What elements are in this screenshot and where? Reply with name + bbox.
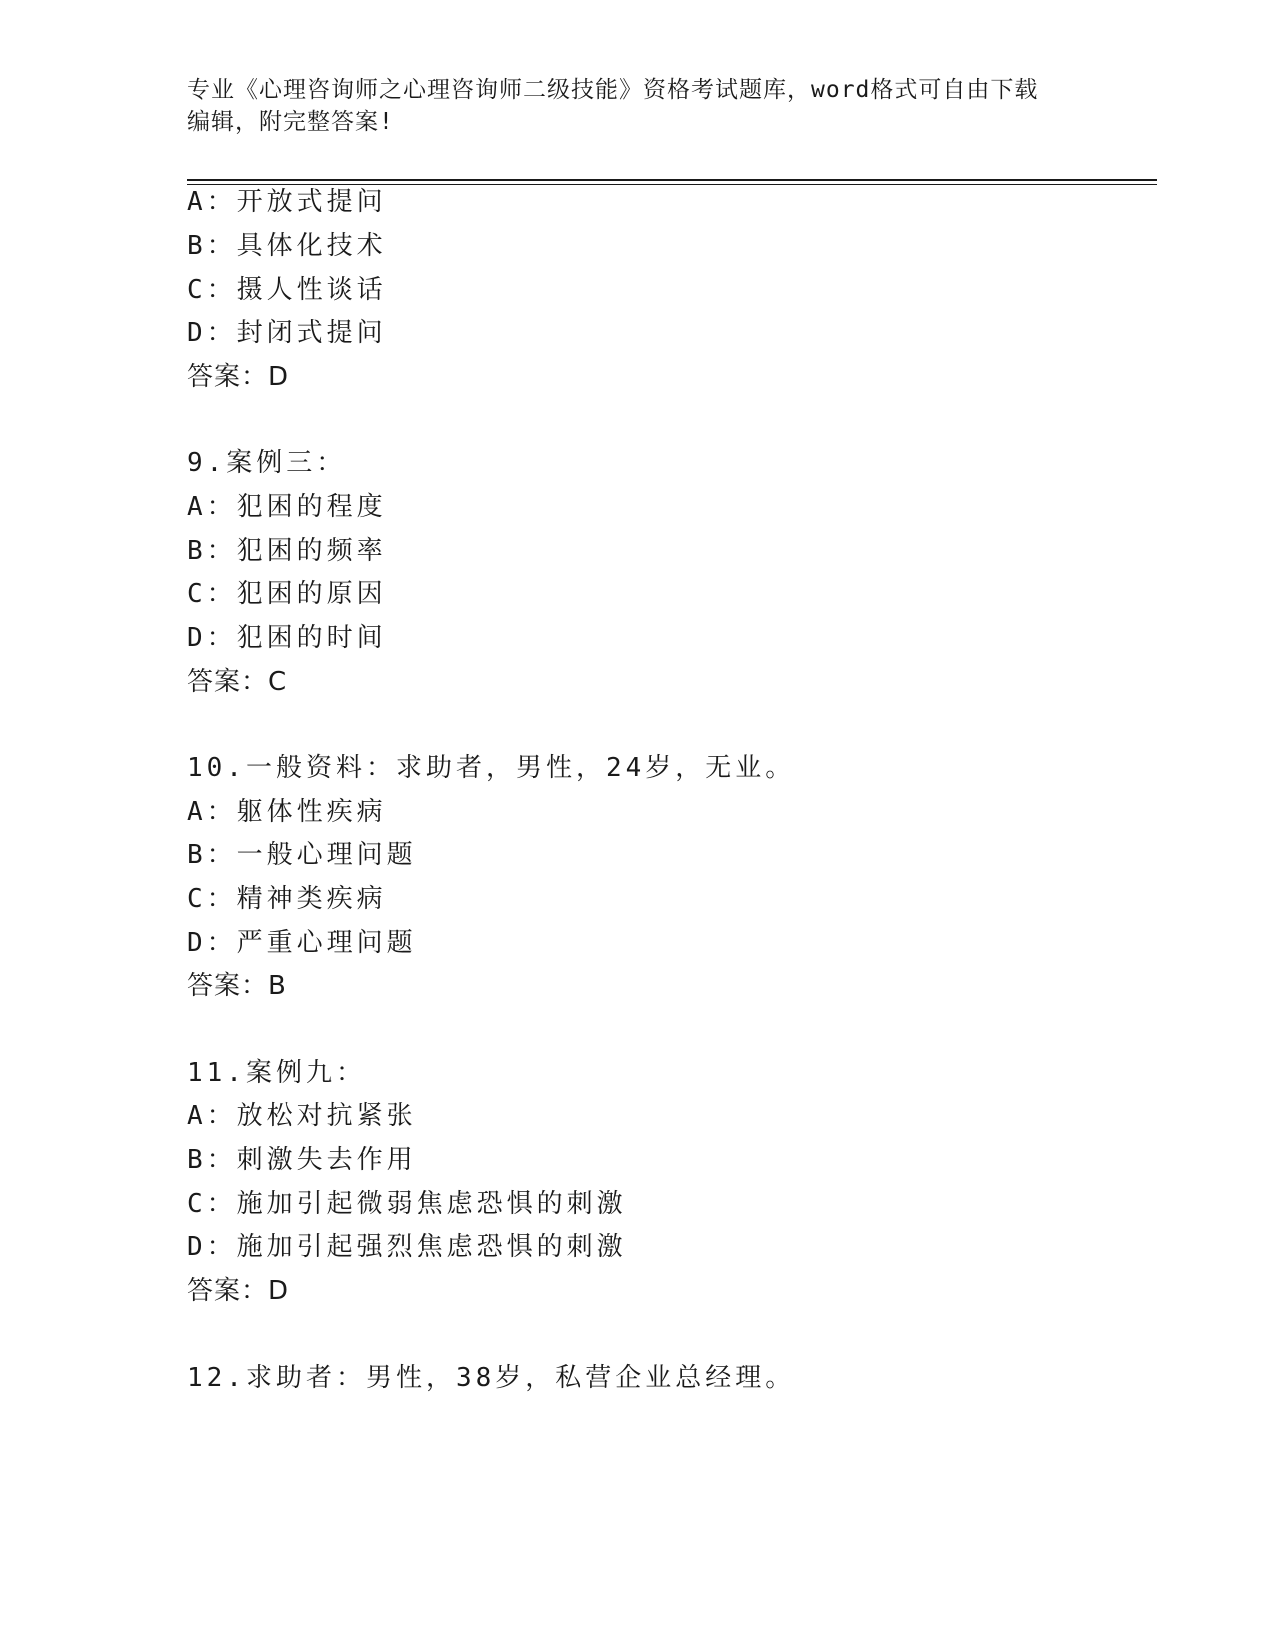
q10-option-c: C：精神类疾病 [187, 884, 387, 914]
q10-option-a: A：躯体性疾病 [187, 797, 387, 827]
header-line-1: 专业《心理咨询师之心理咨询师二级技能》资格考试题库，word格式可自由下载 [187, 77, 1039, 103]
q11-option-d: D：施加引起强烈焦虑恐惧的刺激 [187, 1232, 627, 1262]
q11-option-c: C：施加引起微弱焦虑恐惧的刺激 [187, 1189, 627, 1219]
q9-option-c: C：犯困的原因 [187, 579, 387, 609]
q10-stem: 10.一般资料：求助者，男性，24岁，无业。 [187, 753, 796, 783]
q9-option-a: A：犯困的程度 [187, 492, 387, 522]
q8-option-b: B：具体化技术 [187, 231, 387, 261]
q9-option-d: D：犯困的时间 [187, 623, 387, 653]
q11-stem: 11.案例九： [187, 1058, 366, 1088]
q8-option-c: C：摄人性谈话 [187, 275, 387, 305]
header-line-2: 编辑，附完整答案! [187, 109, 394, 135]
q11-option-b: B：刺激失去作用 [187, 1145, 417, 1175]
q11-option-a: A：放松对抗紧张 [187, 1101, 417, 1131]
q10-option-b: B：一般心理问题 [187, 840, 417, 870]
document-header [187, 74, 1067, 138]
q9-answer: 答案：C [187, 667, 288, 697]
q10-option-d: D：严重心理问题 [187, 928, 417, 958]
q10-answer: 答案：B [187, 971, 287, 1001]
q8-option-a: A：开放式提问 [187, 187, 387, 217]
q12-stem: 12.求助者：男性，38岁，私营企业总经理。 [187, 1363, 796, 1393]
q9-option-b: B：犯困的频率 [187, 536, 387, 566]
q9-stem: 9.案例三： [187, 448, 347, 478]
q8-answer: 答案：D [187, 362, 290, 392]
q11-answer: 答案：D [187, 1276, 290, 1306]
q8-option-d: D：封闭式提问 [187, 318, 387, 348]
